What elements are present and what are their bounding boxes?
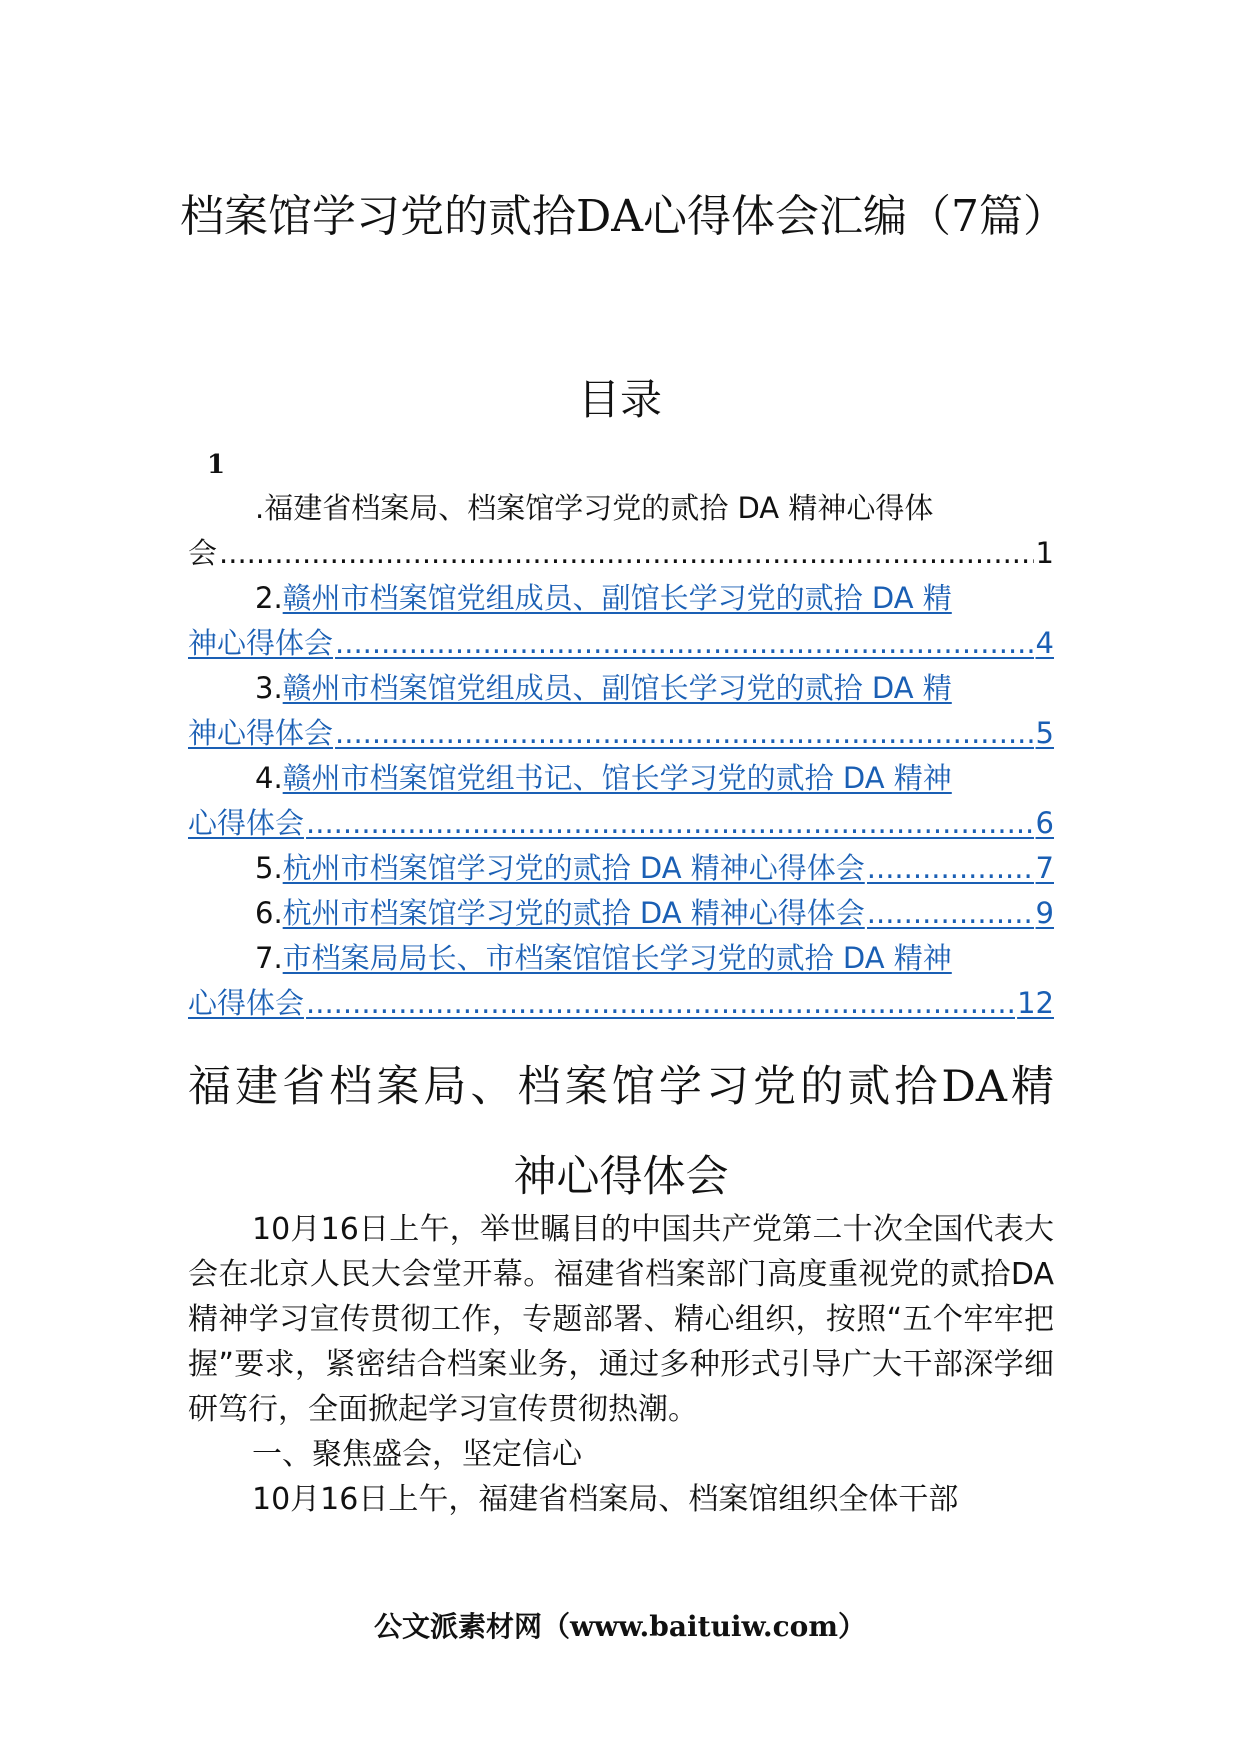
toc-entry-link[interactable]: 赣州市档案馆党组成员、副馆长学习党的贰拾 DA 精 [282,581,952,615]
toc-heading: 目录 [577,375,662,424]
toc-entry-7[interactable] [188,936,1054,1026]
toc-page-number[interactable]: 9 [1035,896,1054,930]
table-of-contents [188,486,1054,1026]
toc-entry-link-cont[interactable]: 心得体会 [188,806,305,840]
toc-entry-number: 2. [255,581,283,615]
toc-dot-leader [306,981,1015,1026]
paragraph: 10月16日上午，举世瞩目的中国共产党第二十次全国代表大会在北京人民大会堂开幕。福建省档案部门高度重视党的贰拾DA精神学习宣传贯彻工作，专题部署、精心组织，按照“五个牢牢把握”要求，紧密结合档案业务，通过多种形式引导广大干部深学细研笃行，全面掀起学习宣传贯彻热潮。 [188,1212,1054,1427]
toc-entry-link[interactable]: 市档案局局长、市档案馆馆长学习党的贰拾 DA 精神 [282,941,952,975]
toc-entry-link[interactable]: 赣州市档案馆党组成员、副馆长学习党的贰拾 DA 精 [282,671,952,705]
section-title-line1: 福建省档案局、档案馆学习党的贰拾DA精 [188,1062,1054,1112]
toc-entry-1[interactable] [188,486,1054,576]
toc-entry-link-cont[interactable]: 神心得体会 [188,716,334,750]
toc-first-number: 1 [207,450,226,480]
toc-entry-link-cont[interactable]: 神心得体会 [188,626,334,660]
toc-entry-2[interactable] [188,576,1054,666]
toc-entry-number: 4. [255,761,283,795]
paragraph: 10月16日上午，福建省档案局、档案馆组织全体干部 [252,1482,959,1517]
toc-page-number[interactable]: 6 [1035,806,1054,840]
section-title [188,1042,1054,1222]
toc-entry-number: 3. [255,671,283,705]
toc-dot-leader [219,531,1034,576]
toc-entry-link[interactable]: 杭州市档案馆学习党的贰拾 DA 精神心得体会 [282,851,865,885]
body-text [188,1207,1054,1522]
toc-page-number: 1 [1035,536,1054,570]
toc-entry-link[interactable]: 杭州市档案馆学习党的贰拾 DA 精神心得体会 [282,896,865,930]
toc-dot-leader [867,891,1034,936]
toc-entry-4[interactable] [188,756,1054,846]
footer-watermark: 公文派素材网（www.baituiw.com） [374,1610,866,1643]
section-title-line2: 神心得体会 [513,1152,729,1202]
toc-dot-leader [867,846,1034,891]
toc-entry-number: 6. [255,896,283,930]
subheading: 一、聚焦盛会，坚定信心 [252,1437,582,1472]
toc-entry-3[interactable] [188,666,1054,756]
toc-page-number[interactable]: 12 [1017,986,1054,1020]
toc-entry-link[interactable]: 赣州市档案馆党组书记、馆长学习党的贰拾 DA 精神 [282,761,952,795]
toc-entry-number: 5. [255,851,283,885]
toc-entry-5[interactable] [188,846,1054,891]
toc-entry-number: 7. [255,941,283,975]
toc-entry-link-cont[interactable]: 心得体会 [188,986,305,1020]
toc-page-number[interactable]: 5 [1035,716,1054,750]
toc-entry-6[interactable] [188,891,1054,936]
toc-dot-leader [335,711,1034,756]
toc-page-number[interactable]: 7 [1035,851,1054,885]
document-title: 档案馆学习党的贰拾DA心得体会汇编（7篇） [180,191,1068,242]
toc-entry-title: 福建省档案局、档案馆学习党的贰拾 DA 精神心得体 [264,491,934,525]
toc-dot-leader [335,621,1034,666]
toc-entry-title-cont: 会 [188,536,218,570]
toc-page-number[interactable]: 4 [1035,626,1054,660]
toc-dot-leader [306,801,1034,846]
toc-entry-number: . [255,491,265,525]
